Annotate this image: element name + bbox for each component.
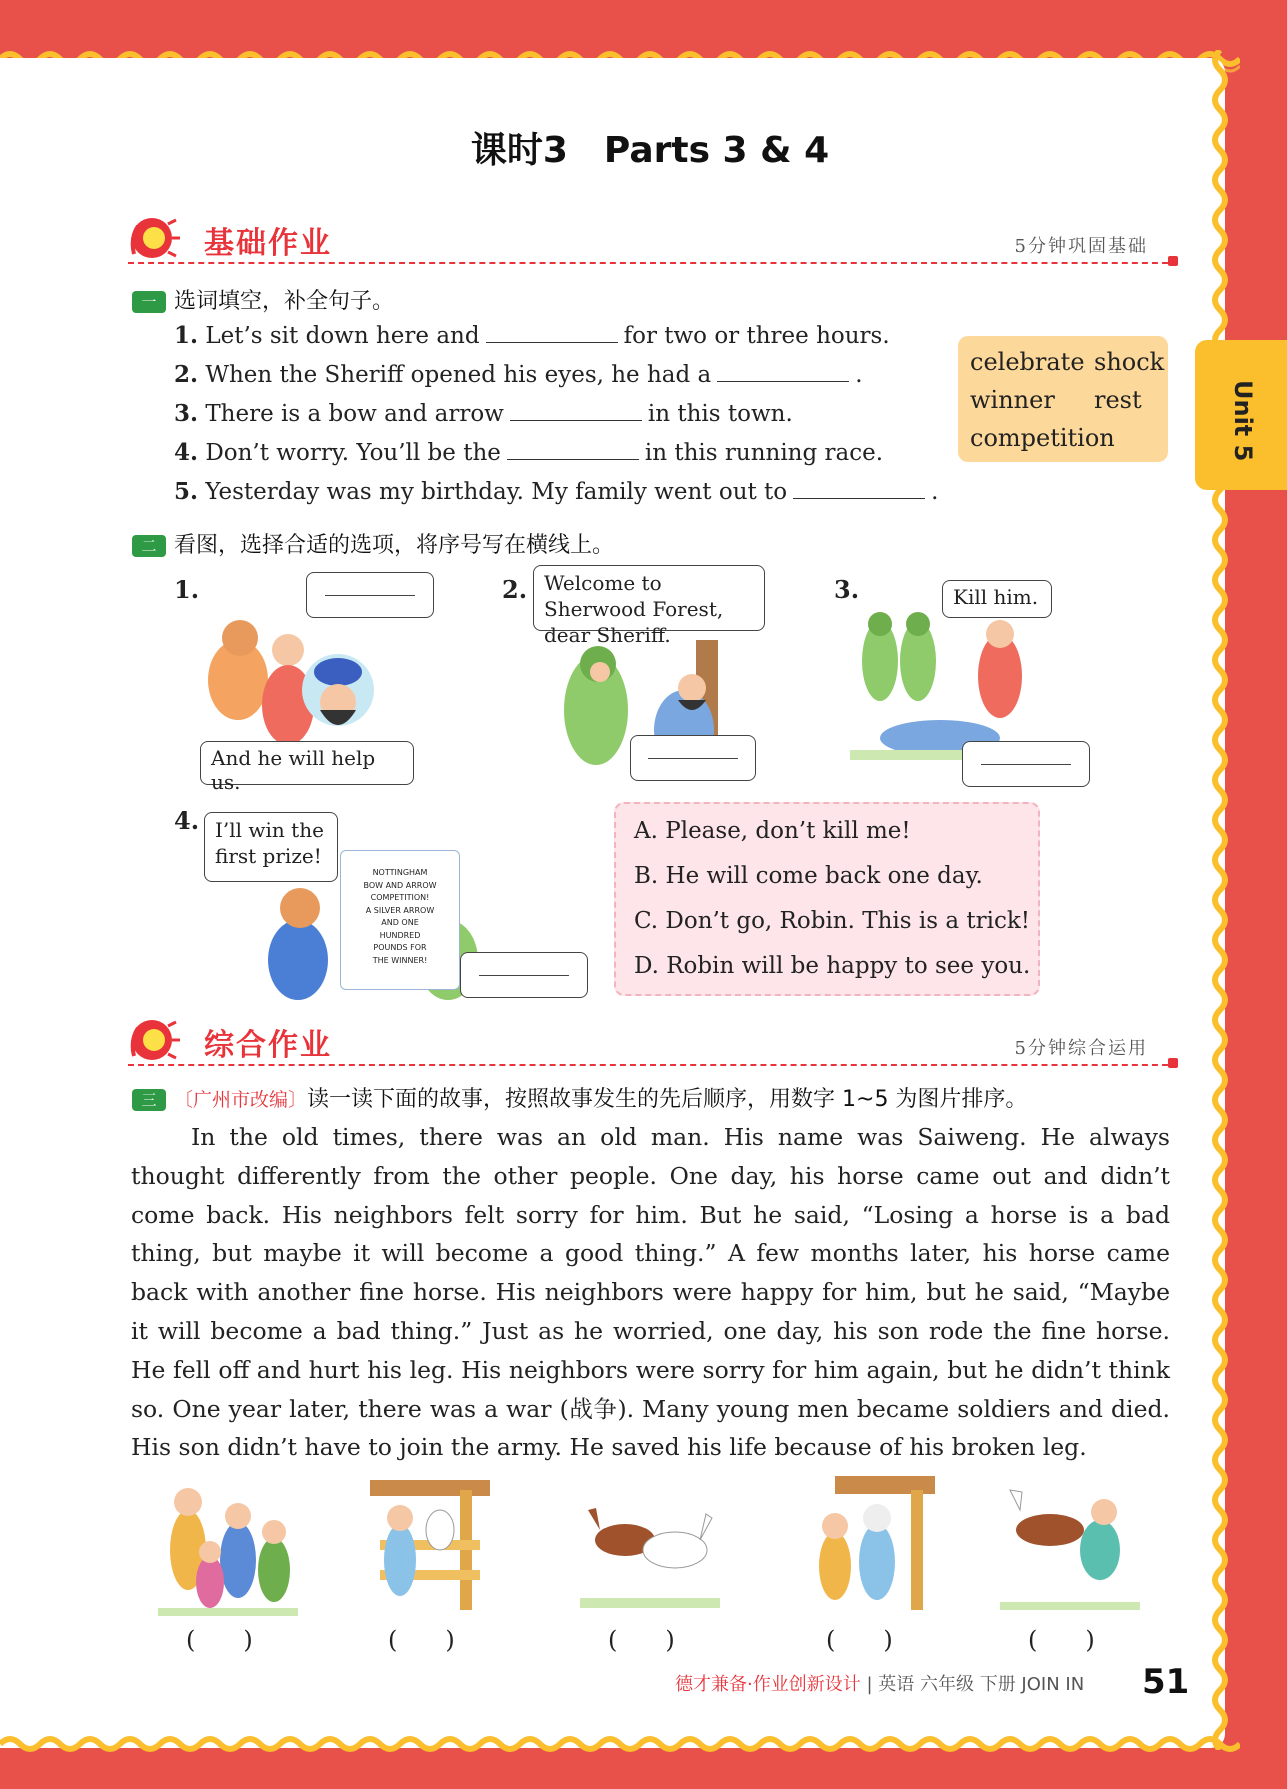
q1-item-4-number: 4. [174,439,199,466]
poster-line: BOW AND ARROW [363,880,437,890]
scene-neighbors-illustration [158,1470,298,1620]
footer [675,1670,1084,1696]
question-1-heading [132,284,394,315]
answer-blank [981,764,1071,765]
section-comprehensive-title: 综合作业 [204,1028,332,1063]
q1-item-5-before: Yesterday was my birthday. My family went out to [205,479,788,505]
right-wave-border [1205,50,1235,1750]
q1-item-1-number: 1. [174,322,199,349]
poster-line: HUNDRED [379,930,421,940]
section-comprehensive-subtitle: 5分钟综合运用 [1014,1038,1148,1059]
footer-info: | 英语 六年级 下册 JOIN IN [866,1674,1085,1695]
lightbulb-icon [128,214,182,264]
order-answer-slot[interactable]: ( ) [1028,1626,1095,1654]
q1-item-5 [174,478,938,505]
option-c: C. Don’t go, Robin. This is a trick! [634,908,1031,934]
unit-tab [1195,340,1287,490]
scene-father-son-illustration [795,1470,935,1620]
poster-line: THE WINNER! [372,955,428,965]
word-bank-item: shock [1094,348,1165,376]
poster-line: A SILVER ARROW [365,905,435,915]
poster-line: POUNDS FOR [373,943,427,952]
picture-4-speech-bubble: I’ll win the first prize! [204,812,338,882]
q1-item-1-blank[interactable] [486,322,618,343]
section-basic-header [128,210,1178,270]
q1-item-1 [174,322,890,349]
q1-item-5-number: 5. [174,478,199,505]
scene-two-horses-illustration [580,1470,720,1620]
picture-4-number: 4. [174,806,200,835]
picture-2-answer-bubble[interactable] [630,735,756,781]
q1-item-4-after: in this running race. [644,440,884,466]
answer-options-box [614,802,1040,996]
picture-3-speech-bubble: Kill him. [942,580,1052,618]
answer-blank [325,595,415,596]
q1-item-1-after: for two or three hours. [623,323,890,349]
q1-item-2-number: 2. [174,361,199,388]
page-number: 51 [1142,1662,1190,1702]
question-1-number: 一 [132,291,166,313]
bottom-wave-border [0,1732,1240,1762]
q1-item-2-blank[interactable] [717,361,849,382]
section-rule-end [1168,1058,1178,1068]
order-answer-slot[interactable]: ( ) [608,1626,675,1654]
unit-tab-label: Unit 5 [1229,380,1257,462]
q1-item-3-before: There is a bow and arrow [205,401,504,427]
word-bank-item: winner [970,386,1055,414]
answer-blank [479,975,569,976]
scene-son-falls-illustration [1000,1470,1140,1620]
word-bank [958,336,1168,462]
q1-item-4-blank[interactable] [507,439,639,460]
footer-brand: 德才兼备·作业创新设计 [675,1674,861,1695]
q1-item-5-after: . [931,479,939,505]
competition-poster [340,850,460,990]
question-3-instruction: 读一读下面的故事，按照故事发生的先后顺序，用数字 1~5 为图片排序。 [307,1087,1028,1112]
picture-1-answer-bubble[interactable] [306,572,434,618]
q1-item-3-after: in this town. [647,401,793,427]
lightbulb-icon [128,1016,182,1066]
q1-item-3 [174,400,793,427]
picture-4-answer-bubble[interactable] [460,952,588,998]
poster-line: COMPETITION! [370,893,430,902]
word-bank-item: competition [970,424,1115,452]
order-answer-slot[interactable]: ( ) [388,1626,455,1654]
option-a: A. Please, don’t kill me! [634,818,911,844]
question-3-number: 三 [132,1089,166,1111]
story-text: In the old times, there was an old man. His name was Saiweng. He always thought differently from the other people. One day, his horse came out and didn’t come back. His neighbors felt sorry for him. But he said, “Losing a horse is a bad thing, but maybe it will become a good thing.” A few months later, his horse came back with another fine horse. His neighbors were happy for him, but he said, “Maybe it will become a bad thing.” Just as he worried, one day, his son rode the fine horse. He fell off and hurt his leg. His neighbors were sorry for him again, but he didn’t think so. One year later, there was a war (战争). Many young men became soldiers and died. His son didn’t have to join the army. He saved his life because of his broken leg. [131,1123,1170,1462]
section-comprehensive-header [128,1012,1178,1072]
question-1-instruction: 选词填空，补全句子。 [174,289,395,314]
picture-2-number: 2. [502,575,528,604]
page-title: 课时3 Parts 3 & 4 [470,130,830,171]
word-bank-item: rest [1094,386,1142,414]
word-bank-item: celebrate [970,348,1085,376]
question-3-heading [132,1082,1027,1113]
section-rule [128,1064,1178,1066]
answer-blank [648,758,738,759]
question-3-source: 〔广州市改编〕 [174,1089,308,1111]
order-answer-slot[interactable]: ( ) [186,1626,253,1654]
picture-2-speech-bubble: Welcome to Sherwood Forest, dear Sheriff. [533,565,765,631]
section-basic-subtitle: 5分钟巩固基础 [1014,236,1148,257]
question-2-heading [132,528,614,559]
q1-item-3-blank[interactable] [510,400,642,421]
picture-1-illustration [188,610,398,750]
picture-1-number: 1. [174,575,200,604]
q1-item-1-before: Let’s sit down here and [205,323,480,349]
scene-stable-illustration [360,1470,500,1620]
picture-3-answer-bubble[interactable] [962,741,1090,787]
q1-item-3-number: 3. [174,400,199,427]
q1-item-2-after: . [855,362,863,388]
poster-line: AND ONE [381,918,419,927]
q1-item-2 [174,361,863,388]
story-passage [131,1118,1170,1467]
question-2-instruction: 看图，选择合适的选项，将序号写在横线上。 [174,533,615,558]
q1-item-4-before: Don’t worry. You’ll be the [205,440,501,466]
order-answer-slot[interactable]: ( ) [826,1626,893,1654]
q1-item-5-blank[interactable] [793,478,925,499]
option-d: D. Robin will be happy to see you. [634,953,1031,979]
picture-1-speech-bubble: And he will help us. [200,741,414,785]
picture-3-number: 3. [834,575,860,604]
section-rule [128,262,1178,264]
section-basic-title: 基础作业 [204,226,332,261]
q1-item-2-before: When the Sheriff opened his eyes, he had a [205,362,712,388]
poster-line: NOTTINGHAM [372,868,428,877]
question-2-number: 二 [132,535,166,557]
option-b: B. He will come back one day. [634,863,983,889]
section-rule-end [1168,256,1178,266]
q1-item-4 [174,439,883,466]
